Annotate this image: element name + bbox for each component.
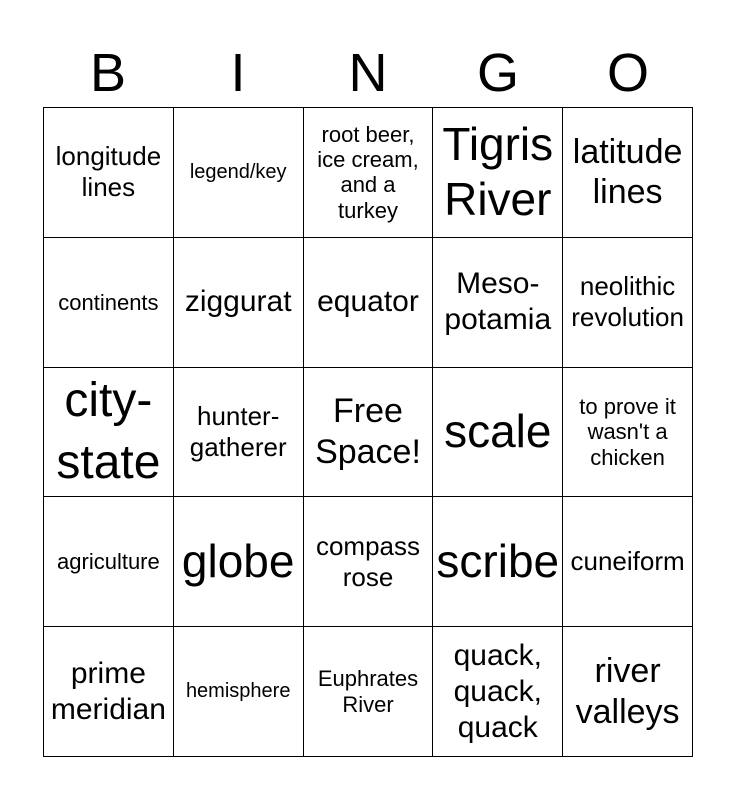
bingo-cell[interactable] — [433, 238, 563, 368]
free-space-text: Free Space! — [315, 392, 421, 471]
bingo-cell[interactable] — [563, 238, 693, 368]
bingo-cell[interactable] — [433, 108, 563, 238]
cell-text: continents — [58, 289, 159, 315]
bingo-cell[interactable] — [44, 238, 174, 368]
cell-text: to prove it wasn't a chicken — [579, 394, 676, 470]
bingo-cell[interactable] — [174, 627, 304, 757]
bingo-cell free-space[interactable] — [304, 368, 434, 498]
header-letter-n: N — [348, 43, 388, 103]
cell-text: ziggurat — [184, 285, 292, 319]
bingo-cell[interactable] — [304, 108, 434, 238]
cell-text: hemisphere — [185, 680, 291, 703]
cell-text: longitude lines — [55, 141, 162, 203]
bingo-cell[interactable] — [304, 627, 434, 757]
bingo-cell[interactable] — [433, 627, 563, 757]
bingo-cell[interactable] — [174, 497, 304, 627]
bingo-board — [43, 107, 693, 757]
bingo-cell[interactable] — [44, 627, 174, 757]
bingo-cell[interactable] — [174, 368, 304, 498]
bingo-cell[interactable] — [44, 368, 174, 498]
cell-text: latitude lines — [572, 132, 683, 212]
bingo-cell[interactable] — [563, 108, 693, 238]
cell-text: neolithic revolution — [571, 271, 684, 333]
header-letter-o: O — [606, 43, 649, 103]
cell-text: scribe — [436, 535, 560, 588]
cell-text: legend/key — [189, 160, 287, 183]
bingo-cell[interactable] — [433, 497, 563, 627]
cell-text: agriculture — [57, 549, 160, 575]
bingo-cell[interactable] — [563, 497, 693, 627]
bingo-header — [43, 40, 693, 106]
bingo-cell[interactable] — [433, 368, 563, 498]
bingo-cell[interactable] — [44, 108, 174, 238]
bingo-cell[interactable] — [304, 238, 434, 368]
header-letter-i: I — [230, 43, 246, 103]
header-letter-g: G — [476, 43, 519, 103]
cell-text: compass rose — [315, 530, 421, 592]
bingo-cell[interactable] — [44, 497, 174, 627]
cell-text: city- state — [56, 373, 161, 489]
bingo-cell[interactable] — [304, 497, 434, 627]
cell-text: cuneiform — [570, 546, 685, 577]
cell-text: river valleys — [575, 651, 680, 731]
bingo-cell[interactable] — [563, 368, 693, 498]
cell-text: prime meridian — [50, 656, 166, 726]
cell-text: globe — [181, 535, 295, 588]
cell-text: hunter- gatherer — [189, 400, 287, 462]
cell-text: Euphrates River — [317, 666, 419, 717]
cell-text: root beer, ice cream, and a turkey — [317, 121, 419, 223]
bingo-cell[interactable] — [174, 238, 304, 368]
header-letter-b: B — [89, 43, 127, 103]
cell-text: scale — [444, 405, 552, 458]
bingo-cell[interactable] — [174, 108, 304, 238]
cell-text: quack, quack, quack — [453, 638, 542, 744]
cell-text: Meso- potamia — [444, 267, 552, 337]
cell-text: Tigris River — [442, 118, 554, 226]
cell-text: equator — [317, 285, 419, 319]
bingo-cell[interactable] — [563, 627, 693, 757]
